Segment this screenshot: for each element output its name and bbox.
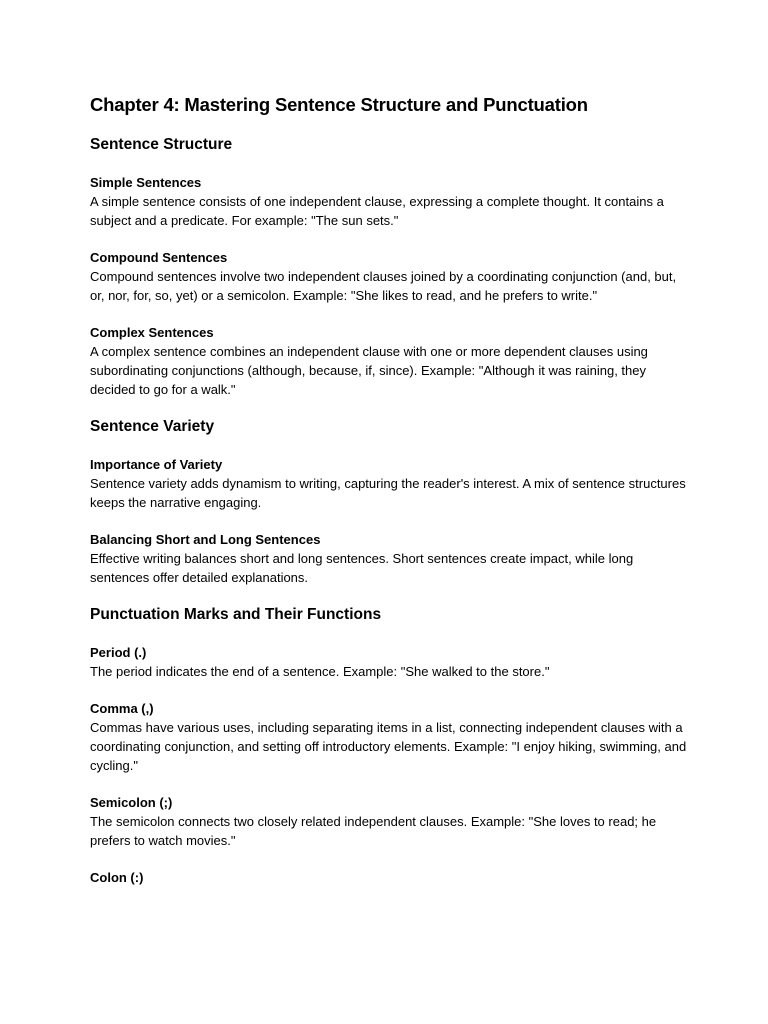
section-heading: Sentence Variety: [90, 418, 215, 435]
section-punctuation-marks: [90, 605, 690, 887]
document-page: [90, 93, 690, 905]
subsection-title: Simple Sentences: [90, 175, 202, 190]
section-sentence-structure: [90, 135, 690, 399]
subsection-title: Compound Sentences: [90, 250, 228, 265]
subsection-body: Effective writing balances short and long sentences. Short sentences create impact, while long sentences offer detailed explanations.: [90, 551, 634, 585]
subsection-body: Commas have various uses, including separating items in a list, connecting independent clauses with a coordinating conjunction, and setting off introductory elements. Example: "I enjoy hiking, swimming, and cycling.": [90, 720, 687, 773]
subsection-body: Sentence variety adds dynamism to writing, capturing the reader's interest. A mix of sentence structures keeps the narrative engaging.: [90, 476, 686, 510]
subsection-balancing-sentences: [90, 530, 690, 587]
subsection-title: Period (.): [90, 645, 147, 660]
subsection-title: Colon (:): [90, 870, 144, 885]
subsection-colon: [90, 868, 690, 887]
subsection-title: Importance of Variety: [90, 457, 223, 472]
subsection-body: A complex sentence combines an independent clause with one or more dependent clauses using subordinating conjunctions (although, because, if, since). Example: "Although it was raining, they decided to go for a walk.": [90, 344, 648, 397]
subsection-compound-sentences: [90, 248, 690, 305]
subsection-importance-of-variety: [90, 455, 690, 512]
subsection-simple-sentences: [90, 173, 690, 230]
subsection-title: Complex Sentences: [90, 325, 214, 340]
subsection-period: [90, 643, 690, 681]
subsection-body: The period indicates the end of a sentence. Example: "She walked to the store.": [90, 664, 550, 679]
subsection-comma: [90, 699, 690, 775]
subsection-body: Compound sentences involve two independent clauses joined by a coordinating conjunction (and, but, or, nor, for, so, yet) or a semicolon. Example: "She likes to read, and he prefers to write.": [90, 269, 677, 303]
section-heading: Punctuation Marks and Their Functions: [90, 606, 382, 623]
subsection-body: The semicolon connects two closely related independent clauses. Example: "She loves to read; he prefers to watch movies.": [90, 814, 657, 848]
subsection-body: A simple sentence consists of one independent clause, expressing a complete thought. It contains a subject and a predicate. For example: "The sun sets.": [90, 194, 664, 228]
subsection-title: Semicolon (;): [90, 795, 173, 810]
subsection-semicolon: [90, 793, 690, 850]
section-heading: Sentence Structure: [90, 136, 233, 153]
section-sentence-variety: [90, 417, 690, 587]
page-title: Chapter 4: Mastering Sentence Structure and Punctuation: [90, 94, 588, 115]
subsection-title: Balancing Short and Long Sentences: [90, 532, 321, 547]
subsection-title: Comma (,): [90, 701, 154, 716]
subsection-complex-sentences: [90, 323, 690, 399]
